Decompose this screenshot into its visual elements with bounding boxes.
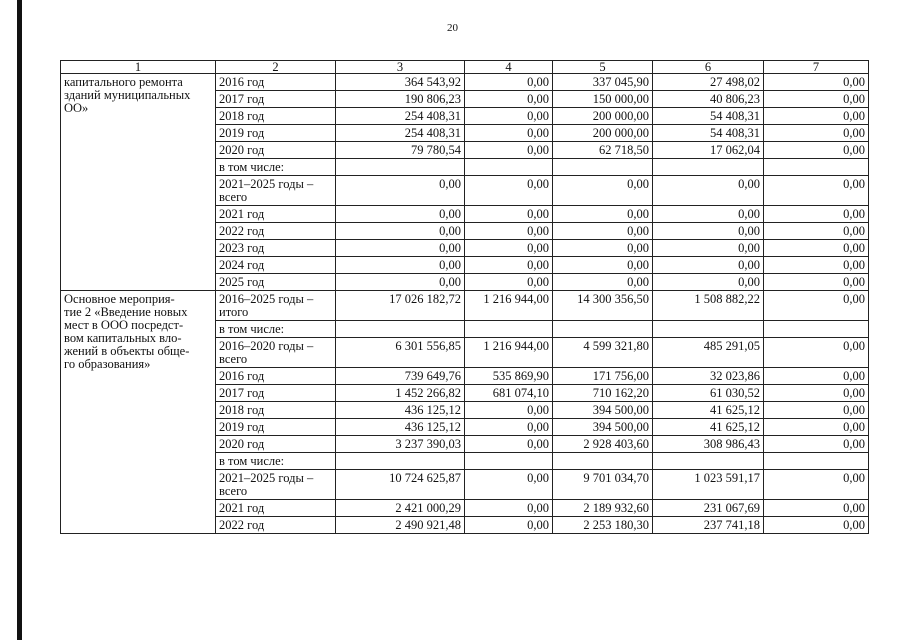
value-cell: 27 498,02 (653, 74, 764, 91)
column-header: 3 (336, 61, 465, 74)
period-cell: 2025 год (216, 274, 336, 291)
description-line: жений в объекты обще- (64, 344, 190, 358)
value-cell: 4 599 321,80 (553, 338, 653, 368)
column-header: 6 (653, 61, 764, 74)
period-cell: 2016 год (216, 368, 336, 385)
value-cell (465, 159, 553, 176)
table-row (61, 291, 869, 321)
value-cell: 2 490 921,48 (336, 517, 465, 534)
value-cell: 436 125,12 (336, 419, 465, 436)
value-cell: 0,00 (553, 274, 653, 291)
period-cell: 2017 год (216, 385, 336, 402)
value-cell: 0,00 (653, 223, 764, 240)
value-cell: 0,00 (465, 240, 553, 257)
period-cell: 2024 год (216, 257, 336, 274)
value-cell: 0,00 (465, 257, 553, 274)
period-cell: 2023 год (216, 240, 336, 257)
value-cell: 254 408,31 (336, 125, 465, 142)
value-cell: 0,00 (764, 223, 869, 240)
period-cell: 2021–2025 годы – всего (216, 470, 336, 500)
value-cell: 364 543,92 (336, 74, 465, 91)
period-cell: 2020 год (216, 142, 336, 159)
value-cell: 0,00 (653, 206, 764, 223)
value-cell: 2 928 403,60 (553, 436, 653, 453)
value-cell: 0,00 (465, 402, 553, 419)
value-cell: 0,00 (465, 74, 553, 91)
page-number: 20 (447, 22, 458, 34)
value-cell: 0,00 (764, 500, 869, 517)
column-number-row (61, 61, 869, 74)
value-cell: 1 216 944,00 (465, 291, 553, 321)
value-cell: 17 026 182,72 (336, 291, 465, 321)
period-cell: 2021–2025 годы – всего (216, 176, 336, 206)
value-cell (336, 159, 465, 176)
value-cell: 231 067,69 (653, 500, 764, 517)
scan-edge-bar (17, 0, 22, 640)
value-cell: 0,00 (553, 257, 653, 274)
value-cell: 0,00 (764, 108, 869, 125)
period-cell: 2018 год (216, 402, 336, 419)
period-cell: 2019 год (216, 419, 336, 436)
value-cell: 0,00 (764, 240, 869, 257)
value-cell: 0,00 (764, 402, 869, 419)
value-cell: 3 237 390,03 (336, 436, 465, 453)
value-cell: 0,00 (553, 206, 653, 223)
period-cell: в том числе: (216, 159, 336, 176)
value-cell: 0,00 (336, 223, 465, 240)
value-cell: 0,00 (553, 223, 653, 240)
period-cell: 2018 год (216, 108, 336, 125)
description-line: тие 2 «Введение новых (64, 305, 188, 319)
period-cell: 2020 год (216, 436, 336, 453)
value-cell: 1 023 591,17 (653, 470, 764, 500)
period-cell: 2019 год (216, 125, 336, 142)
value-cell: 0,00 (764, 176, 869, 206)
value-cell (336, 321, 465, 338)
value-cell: 200 000,00 (553, 125, 653, 142)
value-cell: 2 189 932,60 (553, 500, 653, 517)
value-cell: 0,00 (553, 176, 653, 206)
value-cell: 394 500,00 (553, 402, 653, 419)
value-cell: 0,00 (764, 338, 869, 368)
value-cell: 32 023,86 (653, 368, 764, 385)
description-line: вом капитальных вло- (64, 331, 182, 345)
description-line: мест в ООО посредст- (64, 318, 184, 332)
column-header: 2 (216, 61, 336, 74)
measure-description (61, 291, 216, 534)
value-cell: 171 756,00 (553, 368, 653, 385)
period-cell: в том числе: (216, 453, 336, 470)
value-cell: 0,00 (764, 436, 869, 453)
column-header: 7 (764, 61, 869, 74)
table-row (61, 74, 869, 91)
value-cell: 14 300 356,50 (553, 291, 653, 321)
value-cell (653, 159, 764, 176)
description-line: го образования» (64, 357, 151, 371)
value-cell: 0,00 (465, 176, 553, 206)
value-cell: 0,00 (465, 274, 553, 291)
value-cell: 0,00 (764, 419, 869, 436)
column-header: 5 (553, 61, 653, 74)
value-cell (764, 321, 869, 338)
value-cell (465, 453, 553, 470)
value-cell: 0,00 (465, 436, 553, 453)
description-line: зданий муниципальных (64, 88, 191, 102)
value-cell: 150 000,00 (553, 91, 653, 108)
value-cell: 2 253 180,30 (553, 517, 653, 534)
budget-table (60, 60, 869, 534)
value-cell: 254 408,31 (336, 108, 465, 125)
column-header: 1 (61, 61, 216, 74)
value-cell: 2 421 000,29 (336, 500, 465, 517)
value-cell: 1 216 944,00 (465, 338, 553, 368)
value-cell: 0,00 (465, 142, 553, 159)
value-cell: 308 986,43 (653, 436, 764, 453)
value-cell (553, 453, 653, 470)
value-cell: 200 000,00 (553, 108, 653, 125)
value-cell: 40 806,23 (653, 91, 764, 108)
value-cell: 0,00 (764, 517, 869, 534)
value-cell: 0,00 (465, 419, 553, 436)
value-cell: 54 408,31 (653, 125, 764, 142)
value-cell (764, 159, 869, 176)
value-cell: 337 045,90 (553, 74, 653, 91)
value-cell: 0,00 (764, 74, 869, 91)
period-cell: 2016–2025 годы – итого (216, 291, 336, 321)
value-cell (336, 453, 465, 470)
value-cell: 394 500,00 (553, 419, 653, 436)
period-cell: 2017 год (216, 91, 336, 108)
value-cell: 710 162,20 (553, 385, 653, 402)
value-cell: 485 291,05 (653, 338, 764, 368)
value-cell: 0,00 (764, 274, 869, 291)
period-cell: в том числе: (216, 321, 336, 338)
value-cell: 61 030,52 (653, 385, 764, 402)
value-cell: 0,00 (764, 470, 869, 500)
period-cell: 2016 год (216, 74, 336, 91)
value-cell: 0,00 (764, 368, 869, 385)
value-cell: 0,00 (653, 274, 764, 291)
value-cell: 0,00 (764, 291, 869, 321)
value-cell: 41 625,12 (653, 402, 764, 419)
value-cell: 0,00 (465, 470, 553, 500)
value-cell: 0,00 (336, 274, 465, 291)
value-cell: 0,00 (764, 257, 869, 274)
value-cell (653, 453, 764, 470)
value-cell: 535 869,90 (465, 368, 553, 385)
value-cell: 1 508 882,22 (653, 291, 764, 321)
value-cell: 0,00 (336, 176, 465, 206)
value-cell: 0,00 (465, 91, 553, 108)
value-cell (553, 321, 653, 338)
value-cell (653, 321, 764, 338)
value-cell: 0,00 (764, 142, 869, 159)
value-cell: 17 062,04 (653, 142, 764, 159)
column-header: 4 (465, 61, 553, 74)
period-cell: 2021 год (216, 500, 336, 517)
value-cell: 0,00 (465, 108, 553, 125)
value-cell: 62 718,50 (553, 142, 653, 159)
value-cell: 436 125,12 (336, 402, 465, 419)
value-cell (465, 321, 553, 338)
value-cell (764, 453, 869, 470)
value-cell: 0,00 (764, 206, 869, 223)
value-cell: 190 806,23 (336, 91, 465, 108)
value-cell: 0,00 (336, 240, 465, 257)
period-cell: 2022 год (216, 223, 336, 240)
value-cell: 0,00 (465, 206, 553, 223)
value-cell: 0,00 (653, 176, 764, 206)
value-cell: 0,00 (653, 240, 764, 257)
value-cell: 237 741,18 (653, 517, 764, 534)
value-cell: 0,00 (653, 257, 764, 274)
value-cell: 9 701 034,70 (553, 470, 653, 500)
value-cell: 0,00 (764, 91, 869, 108)
description-line: Основное мероприя- (64, 292, 175, 306)
period-cell: 2016–2020 годы – всего (216, 338, 336, 368)
value-cell: 0,00 (336, 206, 465, 223)
period-cell: 2021 год (216, 206, 336, 223)
value-cell: 0,00 (465, 125, 553, 142)
value-cell: 79 780,54 (336, 142, 465, 159)
value-cell: 0,00 (336, 257, 465, 274)
value-cell: 10 724 625,87 (336, 470, 465, 500)
value-cell: 0,00 (764, 385, 869, 402)
value-cell: 0,00 (465, 517, 553, 534)
value-cell: 6 301 556,85 (336, 338, 465, 368)
description-line: капитального ремонта (64, 75, 183, 89)
value-cell: 0,00 (465, 500, 553, 517)
value-cell: 0,00 (764, 125, 869, 142)
value-cell (553, 159, 653, 176)
value-cell: 1 452 266,82 (336, 385, 465, 402)
description-line: ОО» (64, 101, 89, 115)
period-cell: 2022 год (216, 517, 336, 534)
value-cell: 681 074,10 (465, 385, 553, 402)
value-cell: 0,00 (553, 240, 653, 257)
measure-description (61, 74, 216, 291)
value-cell: 739 649,76 (336, 368, 465, 385)
value-cell: 0,00 (465, 223, 553, 240)
value-cell: 41 625,12 (653, 419, 764, 436)
value-cell: 54 408,31 (653, 108, 764, 125)
